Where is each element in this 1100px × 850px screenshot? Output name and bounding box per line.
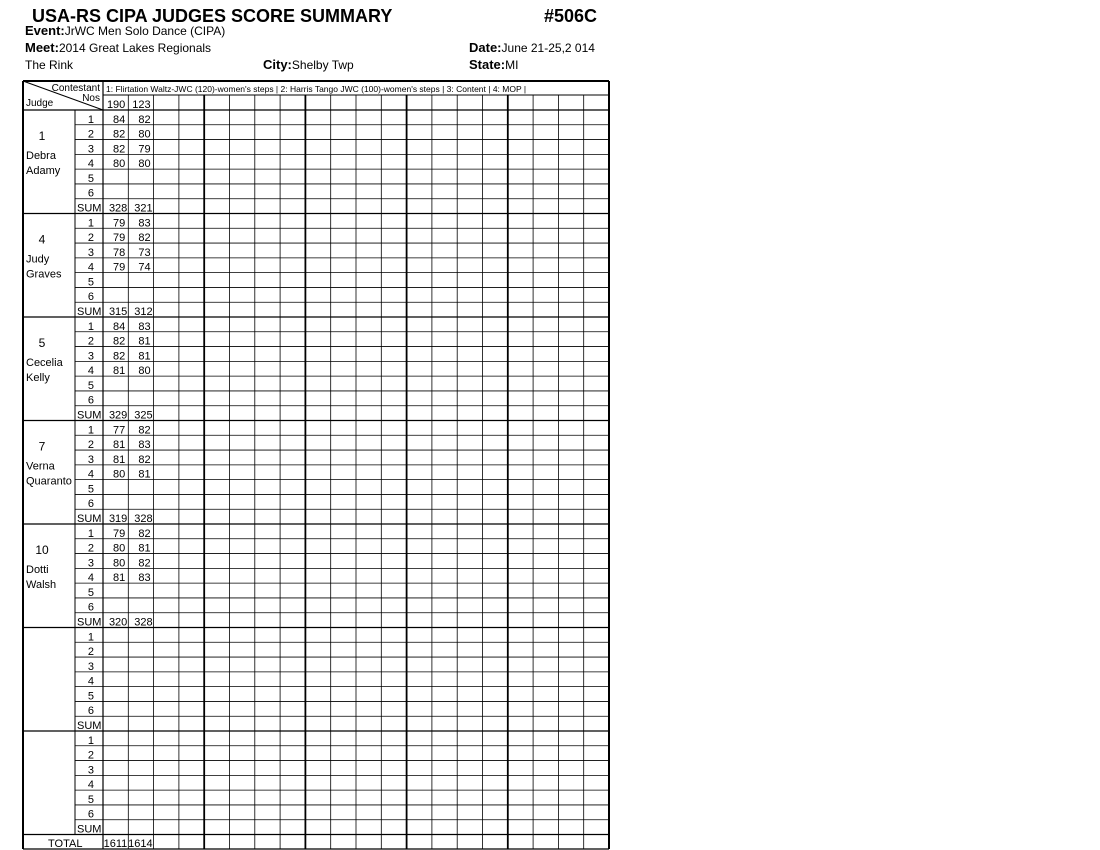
judge-first-name: Judy <box>26 253 50 266</box>
sum-label: SUM <box>77 409 102 422</box>
score-cell: 80 <box>138 128 151 141</box>
row-number: 4 <box>87 468 94 481</box>
sum-cell: 315 <box>108 306 128 318</box>
score-cell: 79 <box>113 527 126 540</box>
contestant-number: 190 <box>106 99 126 111</box>
contestant-number: 123 <box>132 99 151 111</box>
meet-label: Meet: <box>25 40 59 55</box>
row-number: 6 <box>87 705 94 718</box>
judge-last-name: Graves <box>26 268 62 281</box>
sum-label: SUM <box>77 616 102 629</box>
score-cell: 74 <box>138 261 151 274</box>
score-cell: 79 <box>113 261 126 274</box>
score-cell: 80 <box>138 158 151 171</box>
score-cell: 82 <box>138 424 151 437</box>
judge-first-name: Verna <box>26 460 55 473</box>
date-label: Date: <box>469 40 502 55</box>
event-label: Event: <box>25 23 65 38</box>
row-number: 5 <box>87 793 94 806</box>
row-number: 5 <box>87 172 94 185</box>
score-cell: 73 <box>138 246 151 259</box>
total-cell: 1611 <box>103 838 128 850</box>
row-number: 2 <box>87 439 94 452</box>
score-cell: 84 <box>113 320 126 333</box>
score-cell: 82 <box>138 113 151 126</box>
score-cell: 84 <box>113 113 126 126</box>
sum-cell: 312 <box>134 306 153 318</box>
event-legend: 1: Flirtation Waltz-JWC (120)-women's steps | 2: Harris Tango JWC (100)-women's steps | 3: Content | 4: MOP | <box>106 84 527 94</box>
row-number: 5 <box>87 379 94 392</box>
row-number: 1 <box>87 527 94 540</box>
row-number: 4 <box>87 365 94 378</box>
row-number: 5 <box>87 483 94 496</box>
row-number: 1 <box>87 734 94 747</box>
score-cell: 82 <box>113 335 126 348</box>
sum-cell: 328 <box>134 616 153 629</box>
sum-cell: 328 <box>108 202 128 215</box>
score-cell: 81 <box>138 542 151 555</box>
row-number: 3 <box>87 246 94 259</box>
row-number: 2 <box>87 128 94 141</box>
score-cell: 80 <box>138 365 151 378</box>
score-cell: 82 <box>138 557 151 570</box>
score-cell: 83 <box>138 320 151 333</box>
judge-last-name: Walsh <box>26 579 57 591</box>
state-value: MI <box>505 58 519 72</box>
row-number: 1 <box>87 113 94 126</box>
score-cell: 82 <box>113 350 126 363</box>
score-cell: 79 <box>113 232 126 245</box>
row-number: 1 <box>87 424 94 437</box>
row-number: 2 <box>87 335 94 348</box>
score-cell: 82 <box>138 232 151 245</box>
judge-number: 5 <box>38 336 46 350</box>
sum-label: SUM <box>77 306 102 318</box>
state-label: State: <box>469 57 506 72</box>
score-cell: 80 <box>113 158 126 171</box>
score-cell: 81 <box>113 572 126 585</box>
city-value: Shelby Twp <box>291 58 354 72</box>
row-number: 4 <box>87 261 94 274</box>
form-title: USA-RS CIPA JUDGES SCORE SUMMARY <box>32 6 393 26</box>
score-cell: 82 <box>113 143 126 156</box>
score-cell: 81 <box>113 439 126 452</box>
sum-cell: 325 <box>134 409 153 422</box>
total-cell: 1614 <box>128 838 153 850</box>
score-cell: 79 <box>113 217 126 230</box>
row-number: 2 <box>87 232 94 245</box>
row-number: 6 <box>87 808 94 821</box>
date-value: June 21-25,2 014 <box>501 41 595 55</box>
score-cell: 82 <box>138 527 151 540</box>
row-number: 5 <box>87 276 94 289</box>
city-label: City: <box>263 57 292 72</box>
sum-cell: 319 <box>108 513 128 525</box>
sum-label: SUM <box>77 720 102 732</box>
score-cell: 80 <box>113 542 126 555</box>
row-number: 1 <box>87 320 94 333</box>
judge-last-name: Kelly <box>26 372 50 384</box>
score-cell: 80 <box>113 557 126 570</box>
row-number: 4 <box>87 779 94 792</box>
score-cell: 81 <box>113 453 126 466</box>
row-number: 5 <box>87 690 94 703</box>
judge-number: 7 <box>38 439 46 454</box>
row-number: 2 <box>87 542 94 555</box>
row-number: 6 <box>87 601 94 614</box>
judge-number: 10 <box>35 543 49 557</box>
contestant-label: Contestant <box>51 83 100 94</box>
form-number: #506C <box>544 6 598 26</box>
row-number: 3 <box>87 660 94 673</box>
judge-last-name: Adamy <box>26 165 61 177</box>
sum-cell: 321 <box>134 202 153 215</box>
row-number: 1 <box>87 631 94 644</box>
score-cell: 81 <box>113 365 126 378</box>
score-cell: 81 <box>138 335 151 348</box>
row-number: 1 <box>87 217 94 230</box>
judge-label: Judge <box>26 98 54 109</box>
sum-cell: 329 <box>108 409 128 422</box>
score-cell: 81 <box>138 350 151 363</box>
row-number: 6 <box>87 291 94 304</box>
judge-first-name: Cecelia <box>26 357 63 369</box>
row-number: 6 <box>87 187 94 200</box>
score-cell: 82 <box>113 128 126 141</box>
score-cell: 83 <box>138 217 151 230</box>
judge-first-name: Debra <box>26 150 56 162</box>
judge-number: 4 <box>38 232 46 247</box>
score-cell: 78 <box>113 246 126 259</box>
venue: The Rink <box>25 58 74 72</box>
meet-value: 2014 Great Lakes Regionals <box>58 41 212 55</box>
row-number: 4 <box>87 675 94 688</box>
row-number: 4 <box>87 572 94 585</box>
score-cell: 83 <box>138 439 151 452</box>
judge-number: 1 <box>38 129 46 143</box>
judge-last-name: Quaranto <box>26 475 72 488</box>
sum-label: SUM <box>77 202 102 215</box>
event-value: JrWC Men Solo Dance (CIPA) <box>64 24 226 38</box>
row-number: 3 <box>87 764 94 777</box>
row-number: 2 <box>87 749 94 762</box>
judge-first-name: Dotti <box>26 564 49 576</box>
score-cell: 80 <box>113 468 126 481</box>
sum-label: SUM <box>77 513 102 525</box>
total-label: TOTAL <box>48 838 83 850</box>
row-number: 6 <box>87 498 94 511</box>
row-number: 4 <box>87 158 94 171</box>
sum-cell: 328 <box>134 513 153 525</box>
row-number: 2 <box>87 646 94 659</box>
sum-cell: 320 <box>108 616 128 629</box>
nos-label: Nos <box>82 93 100 104</box>
row-number: 3 <box>87 557 94 570</box>
row-number: 6 <box>87 394 94 407</box>
score-cell: 81 <box>138 468 151 481</box>
row-number: 3 <box>87 350 94 363</box>
score-cell: 82 <box>138 453 151 466</box>
row-number: 3 <box>87 453 94 466</box>
row-number: 3 <box>87 143 94 156</box>
sum-label: SUM <box>77 823 102 836</box>
score-cell: 83 <box>138 572 151 585</box>
score-cell: 77 <box>113 424 126 437</box>
row-number: 5 <box>87 586 94 599</box>
score-cell: 79 <box>138 143 151 156</box>
